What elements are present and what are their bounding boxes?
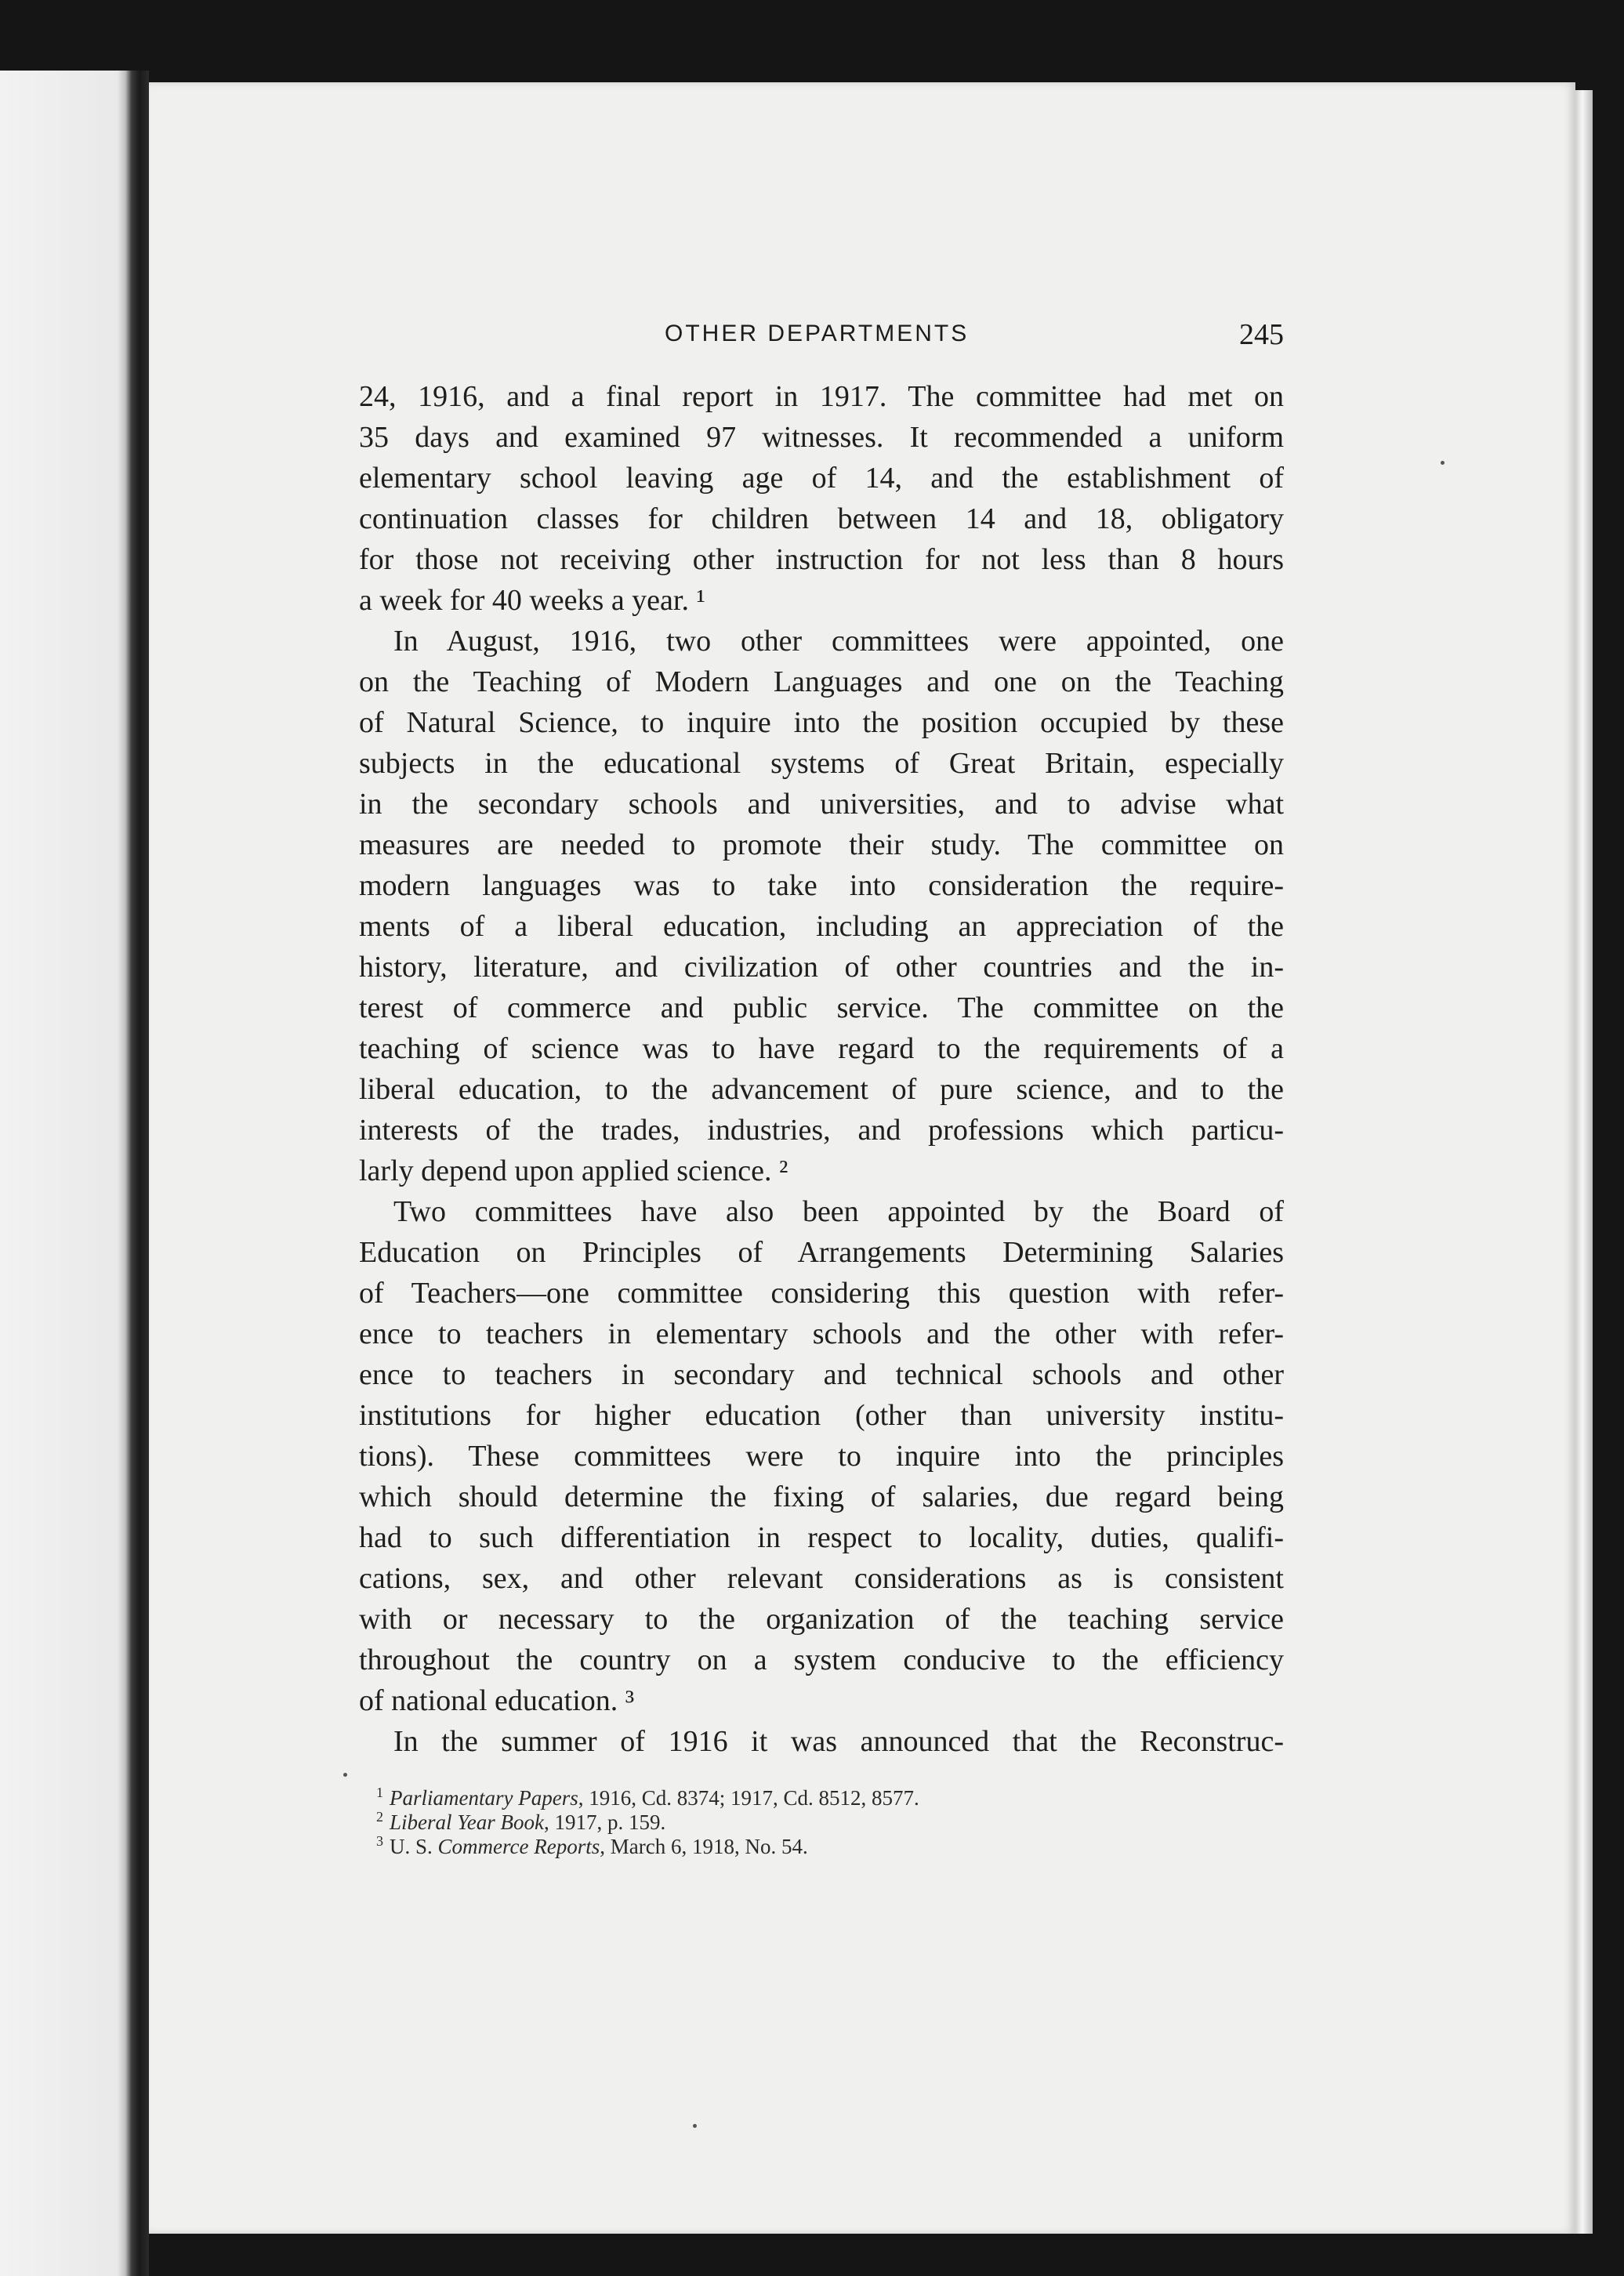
facing-page-edge	[0, 71, 149, 2276]
scan-speck	[1441, 461, 1445, 465]
text-line: a week for 40 weeks a year. ¹	[359, 584, 705, 617]
page-number: 245	[1239, 318, 1284, 351]
text-line: elementary school leaving age of 14, and the establishment of	[359, 462, 1284, 495]
text-line: subjects in the educational systems of Great Britain, especially	[359, 747, 1284, 780]
footnote-mark: 2	[376, 1809, 383, 1825]
text-line: throughout the country on a system conducive to the efficiency	[359, 1644, 1284, 1676]
text-line: measures are needed to promote their study. The committee on	[359, 828, 1284, 861]
footnote-mark: 1	[376, 1785, 383, 1800]
text-line: of Teachers—one committee considering this question with refer-	[359, 1277, 1284, 1310]
text-line: Education on Principles of Arrangements Determining Salaries	[359, 1236, 1284, 1269]
footnote-mark: 3	[376, 1833, 383, 1849]
footnote-citation: , 1917, p. 159.	[544, 1810, 666, 1834]
text-line: ence to teachers in elementary schools and the other with refer-	[359, 1317, 1284, 1350]
paragraph	[359, 621, 1284, 1191]
text-line: ments of a liberal education, including an appreciation of the	[359, 910, 1284, 943]
text-line: had to such differentiation in respect to locality, duties, qualifi-	[359, 1521, 1284, 1554]
text-line: in the secondary schools and universities, and to advise what	[359, 788, 1284, 821]
text-line: interests of the trades, industries, and professions which particu-	[359, 1114, 1284, 1147]
text-line: larly depend upon applied science. ²	[359, 1154, 788, 1187]
text-line: liberal education, to the advancement of pure science, and to the	[359, 1073, 1284, 1106]
footnote-citation: , March 6, 1918, No. 54.	[600, 1835, 808, 1858]
text-line: cations, sex, and other relevant considerations as is consistent	[359, 1562, 1284, 1595]
text-line: terest of commerce and public service. The committee on the	[359, 991, 1284, 1024]
text-line: of Natural Science, to inquire into the position occupied by these	[359, 706, 1284, 739]
text-line: tions). These committees were to inquire into the principles	[359, 1440, 1284, 1473]
text-line: continuation classes for children between 14 and 18, obligatory	[359, 502, 1284, 535]
text-line: modern languages was to take into consideration the require-	[359, 869, 1284, 902]
text-line: ence to teachers in secondary and technical schools and other	[359, 1358, 1284, 1391]
text-line: teaching of science was to have regard to the requirements of a	[359, 1032, 1284, 1065]
text-line: of national education. ³	[359, 1684, 635, 1717]
text-line: on the Teaching of Modern Languages and one on the Teaching	[359, 665, 1284, 698]
paragraph	[359, 1721, 1284, 1762]
text-line: Two committees have also been appointed by the Board of	[393, 1195, 1284, 1228]
text-line: 24, 1916, and a final report in 1917. The committee had met on	[359, 380, 1284, 413]
paragraph	[359, 376, 1284, 621]
scan-speck	[343, 1773, 347, 1777]
text-line: with or necessary to the organization of the teaching service	[359, 1603, 1284, 1636]
footnote-citation: , 1916, Cd. 8374; 1917, Cd. 8512, 8577.	[578, 1786, 919, 1810]
footnotes	[376, 1781, 1238, 1858]
paragraph	[359, 1191, 1284, 1721]
running-title: OTHER DEPARTMENTS	[665, 321, 970, 346]
text-line: which should determine the fixing of salaries, due regard being	[359, 1480, 1284, 1513]
text-line: In the summer of 1916 it was announced that the Reconstruc-	[393, 1725, 1284, 1758]
body-text	[359, 376, 1284, 1762]
footnote	[376, 1781, 1238, 1810]
text-line: institutions for higher education (other than university institu-	[359, 1399, 1284, 1432]
footnote-source-title: Commerce Reports	[437, 1835, 600, 1858]
text-line: for those not receiving other instruction for not less than 8 hours	[359, 543, 1284, 576]
footnote-prefix: U. S.	[390, 1835, 438, 1858]
footnote-source-title: Liberal Year Book	[390, 1810, 545, 1834]
footnote-source-title: Parliamentary Papers	[390, 1786, 578, 1810]
text-line: history, literature, and civilization of other countries and the in-	[359, 951, 1284, 984]
footnote	[376, 1829, 1238, 1858]
running-head	[359, 317, 1284, 357]
text-line: 35 days and examined 97 witnesses. It recommended a uniform	[359, 421, 1284, 454]
text-line: In August, 1916, two other committees were appointed, one	[393, 625, 1284, 658]
scan-speck	[693, 2124, 697, 2128]
page-fore-edge	[1575, 90, 1593, 2234]
